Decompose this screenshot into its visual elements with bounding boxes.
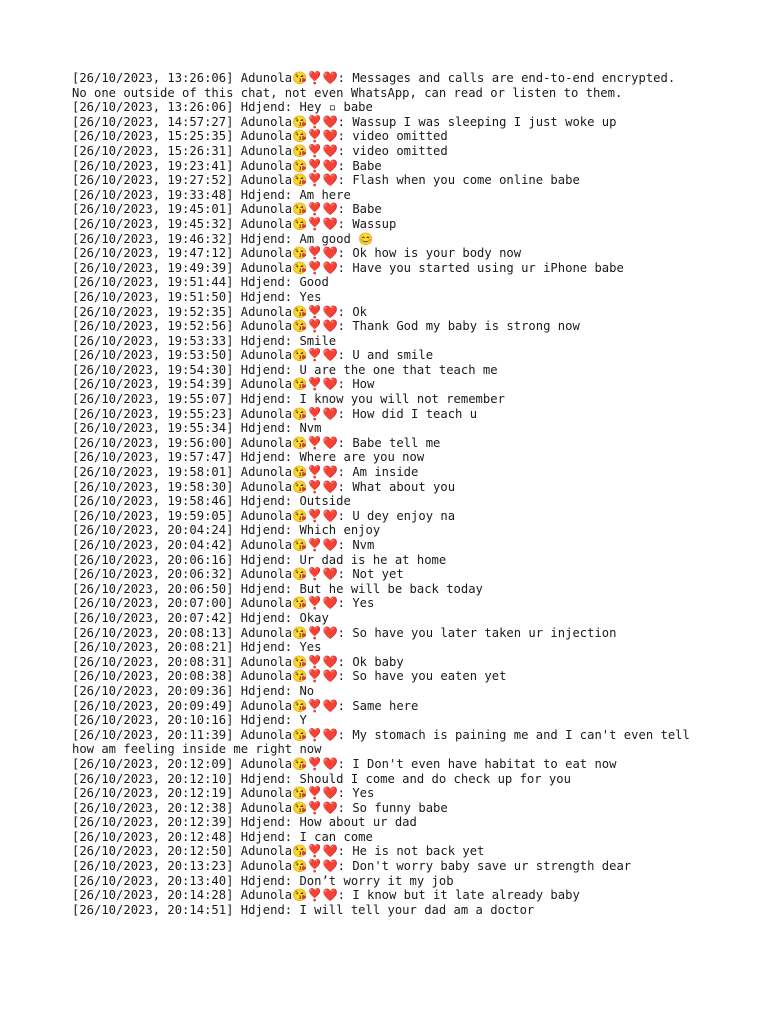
- chat-transcript: [72, 71, 702, 917]
- chat-line: [26/10/2023, 20:09:49] Adunola😘❣️❤️: Same here: [72, 698, 419, 713]
- chat-line: No one outside of this chat, not even WhatsApp, can read or listen to them.: [72, 85, 623, 100]
- chat-line: [26/10/2023, 20:06:32] Adunola😘❣️❤️: Not yet: [72, 567, 404, 582]
- chat-line: [26/10/2023, 20:14:28] Adunola😘❣️❤️: I know but it late already baby: [72, 888, 580, 903]
- chat-line: [26/10/2023, 15:26:31] Adunola😘❣️❤️: video omitted: [72, 143, 448, 158]
- chat-line: [26/10/2023, 20:12:09] Adunola😘❣️❤️: I Don't even have habitat to eat now: [72, 756, 617, 771]
- chat-line: [26/10/2023, 20:08:38] Adunola😘❣️❤️: So have you eaten yet: [72, 669, 507, 684]
- chat-line: [26/10/2023, 20:04:24] Hdjend: Which enjoy: [72, 523, 381, 538]
- chat-line: how am feeling inside me right now: [72, 742, 322, 757]
- chat-line: [26/10/2023, 20:14:51] Hdjend: I will tell your dad am a doctor: [72, 902, 535, 917]
- chat-line: [26/10/2023, 19:53:50] Adunola😘❣️❤️: U and smile: [72, 348, 434, 363]
- chat-line: [26/10/2023, 20:11:39] Adunola😘❣️❤️: My stomach is paining me and I can't even tell: [72, 727, 690, 742]
- chat-line: [26/10/2023, 20:13:23] Adunola😘❣️❤️: Don't worry baby save ur strength dear: [72, 859, 632, 874]
- chat-line: [26/10/2023, 19:53:33] Hdjend: Smile: [72, 333, 337, 348]
- chat-line: [26/10/2023, 20:10:16] Hdjend: Y: [72, 713, 307, 728]
- chat-line: [26/10/2023, 19:55:07] Hdjend: I know you will not remember: [72, 392, 505, 407]
- chat-line: [26/10/2023, 20:12:48] Hdjend: I can come: [72, 829, 373, 844]
- chat-line: [26/10/2023, 20:12:10] Hdjend: Should I come and do check up for you: [72, 771, 571, 786]
- chat-line: [26/10/2023, 20:08:31] Adunola😘❣️❤️: Ok baby: [72, 654, 404, 669]
- chat-line: [26/10/2023, 13:26:06] Hdjend: Hey ▫ babe: [72, 100, 373, 115]
- chat-line: [26/10/2023, 20:12:19] Adunola😘❣️❤️: Yes: [72, 786, 375, 801]
- chat-line: [26/10/2023, 19:54:30] Hdjend: U are the one that teach me: [72, 362, 498, 377]
- chat-line: [26/10/2023, 20:06:50] Hdjend: But he will be back today: [72, 581, 483, 596]
- chat-line: [26/10/2023, 19:47:12] Adunola😘❣️❤️: Ok how is your body now: [72, 246, 522, 261]
- chat-line: [26/10/2023, 19:56:00] Adunola😘❣️❤️: Babe tell me: [72, 435, 441, 450]
- chat-line: [26/10/2023, 20:12:50] Adunola😘❣️❤️: He is not back yet: [72, 844, 485, 859]
- chat-line: [26/10/2023, 20:08:13] Adunola😘❣️❤️: So have you later taken ur injection: [72, 625, 617, 640]
- chat-line: [26/10/2023, 20:07:00] Adunola😘❣️❤️: Yes: [72, 596, 375, 611]
- chat-line: [26/10/2023, 19:55:23] Adunola😘❣️❤️: How did I teach u: [72, 406, 478, 421]
- chat-line: [26/10/2023, 19:58:01] Adunola😘❣️❤️: Am inside: [72, 465, 419, 480]
- chat-line: [26/10/2023, 19:51:44] Hdjend: Good: [72, 275, 329, 290]
- chat-line: [26/10/2023, 19:54:39] Adunola😘❣️❤️: How: [72, 377, 375, 392]
- chat-line: [26/10/2023, 19:23:41] Adunola😘❣️❤️: Babe: [72, 158, 382, 173]
- chat-line: [26/10/2023, 19:57:47] Hdjend: Where are you now: [72, 450, 425, 465]
- chat-line: [26/10/2023, 19:52:35] Adunola😘❣️❤️: Ok: [72, 304, 367, 319]
- chat-line: [26/10/2023, 14:57:27] Adunola😘❣️❤️: Wassup I was sleeping I just woke up: [72, 114, 617, 129]
- chat-line: [26/10/2023, 19:59:05] Adunola😘❣️❤️: U dey enjoy na: [72, 508, 456, 523]
- chat-line: [26/10/2023, 20:07:42] Hdjend: Okay: [72, 610, 329, 625]
- chat-line: [26/10/2023, 19:55:34] Hdjend: Nvm: [72, 421, 322, 436]
- chat-line: [26/10/2023, 19:58:46] Hdjend: Outside: [72, 494, 351, 509]
- chat-line: [26/10/2023, 19:46:32] Hdjend: Am good 😊: [72, 231, 374, 246]
- chat-line: [26/10/2023, 20:06:16] Hdjend: Ur dad is he at home: [72, 552, 447, 567]
- chat-line: [26/10/2023, 20:12:38] Adunola😘❣️❤️: So funny babe: [72, 800, 448, 815]
- chat-line: [26/10/2023, 19:51:50] Hdjend: Yes: [72, 289, 322, 304]
- chat-line: [26/10/2023, 19:27:52] Adunola😘❣️❤️: Flash when you come online babe: [72, 173, 580, 188]
- chat-line: [26/10/2023, 19:45:32] Adunola😘❣️❤️: Wassup: [72, 216, 397, 231]
- chat-line: [26/10/2023, 13:26:06] Adunola😘❣️❤️: Messages and calls are end-to-end encrypted.: [72, 71, 676, 85]
- chat-line: [26/10/2023, 19:49:39] Adunola😘❣️❤️: Have you started using ur iPhone babe: [72, 260, 624, 275]
- chat-line: [26/10/2023, 20:12:39] Hdjend: How about ur dad: [72, 815, 417, 830]
- chat-line: [26/10/2023, 20:08:21] Hdjend: Yes: [72, 640, 322, 655]
- chat-line: [26/10/2023, 19:33:48] Hdjend: Am here: [72, 187, 351, 202]
- chat-line: [26/10/2023, 19:58:30] Adunola😘❣️❤️: What about you: [72, 479, 456, 494]
- chat-line: [26/10/2023, 15:25:35] Adunola😘❣️❤️: video omitted: [72, 129, 448, 144]
- chat-line: [26/10/2023, 19:52:56] Adunola😘❣️❤️: Thank God my baby is strong now: [72, 319, 580, 334]
- chat-line: [26/10/2023, 20:09:36] Hdjend: No: [72, 683, 315, 698]
- chat-line: [26/10/2023, 20:04:42] Adunola😘❣️❤️: Nvm: [72, 538, 375, 552]
- chat-line: [26/10/2023, 19:45:01] Adunola😘❣️❤️: Babe: [72, 202, 382, 217]
- chat-line: [26/10/2023, 20:13:40] Hdjend: Don’t worry it my job: [72, 873, 454, 888]
